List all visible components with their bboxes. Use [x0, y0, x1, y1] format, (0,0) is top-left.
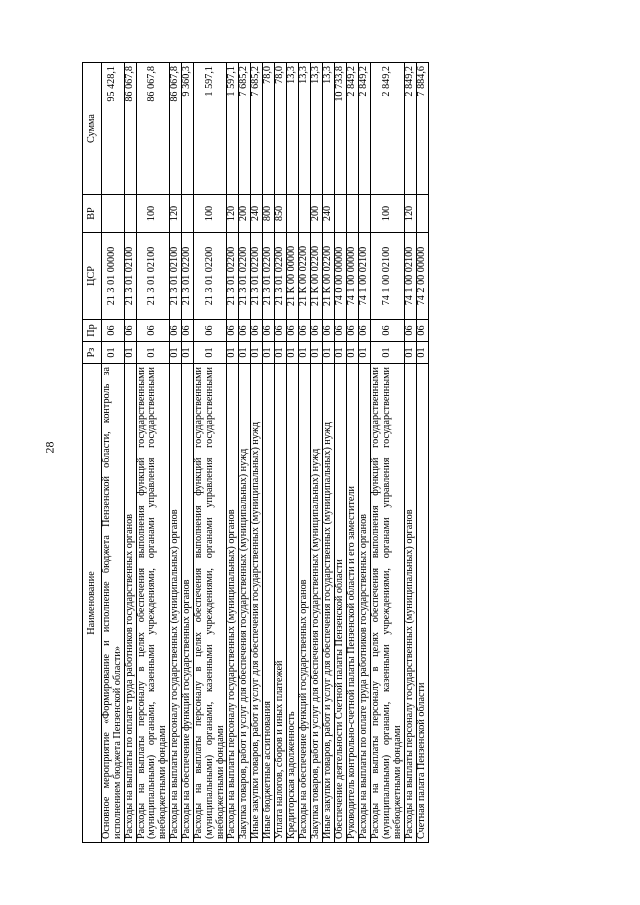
cell-name: Закупка товаров, работ и услуг для обеспечения государственных (муниципальных) нужд — [311, 364, 323, 843]
budget-table-container — [82, 63, 564, 843]
cell-vr: 100 — [136, 195, 169, 233]
cell-csr: 21 3 01 02200 — [193, 233, 226, 320]
cell-csr: 74 1 00 00000 — [347, 233, 359, 320]
cell-sum: 78,0 — [275, 63, 287, 195]
table-row — [251, 63, 263, 843]
cell-vr: 100 — [193, 195, 226, 233]
cell-name: Счетная палата Пензенской области — [416, 364, 428, 843]
cell-pr: 06 — [323, 320, 335, 342]
table-row — [136, 63, 169, 843]
cell-csr: 21 К 00 00000 — [287, 233, 299, 320]
cell-csr: 21 К 00 02200 — [311, 233, 323, 320]
cell-name: Расходы на обеспечение функций государственных органов — [299, 364, 311, 843]
cell-rz: 01 — [102, 342, 125, 364]
cell-csr: 21 К 00 02200 — [323, 233, 335, 320]
cell-name: Расходы на выплаты персоналу государственных (муниципальных) органов — [404, 364, 416, 843]
table-row — [287, 63, 299, 843]
table-row — [299, 63, 311, 843]
cell-pr: 06 — [416, 320, 428, 342]
table-row — [404, 63, 416, 843]
cell-sum: 13,3 — [311, 63, 323, 195]
table-row — [416, 63, 428, 843]
cell-vr — [181, 195, 193, 233]
cell-sum: 7 685,2 — [239, 63, 251, 195]
table-row — [323, 63, 335, 843]
cell-name: Иные закупки товаров, работ и услуг для обеспечения государственных (муниципальных) нужд — [251, 364, 263, 843]
cell-vr: 200 — [239, 195, 251, 233]
cell-name: Закупка товаров, работ и услуг для обеспечения государственных (муниципальных) нужд — [239, 364, 251, 843]
budget-table — [82, 62, 429, 843]
cell-sum: 7 884,6 — [416, 63, 428, 195]
cell-vr — [416, 195, 428, 233]
cell-vr: 240 — [323, 195, 335, 233]
cell-csr: 21 3 01 02200 — [251, 233, 263, 320]
cell-csr: 21 3 01 02200 — [181, 233, 193, 320]
cell-pr: 06 — [251, 320, 263, 342]
cell-sum: 13,3 — [287, 63, 299, 195]
col-header-pr: Пр — [83, 320, 102, 342]
cell-pr: 06 — [124, 320, 136, 342]
cell-sum: 2 849,2 — [404, 63, 416, 195]
cell-vr — [299, 195, 311, 233]
cell-sum: 86 067,8 — [169, 63, 181, 195]
cell-sum: 78,0 — [263, 63, 275, 195]
cell-sum: 86 067,8 — [124, 63, 136, 195]
cell-sum: 2 849,2 — [371, 63, 404, 195]
cell-sum: 2 849,2 — [347, 63, 359, 195]
table-row — [227, 63, 239, 843]
cell-sum: 86 067,8 — [136, 63, 169, 195]
table-row — [193, 63, 226, 843]
cell-sum: 13,3 — [299, 63, 311, 195]
col-header-vr: ВР — [83, 195, 102, 233]
cell-rz: 01 — [299, 342, 311, 364]
cell-pr: 06 — [299, 320, 311, 342]
cell-rz: 01 — [359, 342, 371, 364]
cell-pr: 06 — [193, 320, 226, 342]
cell-rz: 01 — [371, 342, 404, 364]
table-row — [102, 63, 125, 843]
cell-sum: 1 597,1 — [193, 63, 226, 195]
cell-vr: 120 — [404, 195, 416, 233]
cell-vr — [347, 195, 359, 233]
cell-name: Кредиторская задолженность — [287, 364, 299, 843]
cell-rz: 01 — [275, 342, 287, 364]
cell-csr: 21 3 01 02200 — [263, 233, 275, 320]
page-number: 28 — [42, 441, 57, 454]
cell-rz: 01 — [239, 342, 251, 364]
cell-pr: 06 — [347, 320, 359, 342]
cell-name: Руководитель контрольно-счетной палаты Пензенской области и его заместители — [347, 364, 359, 843]
cell-rz: 01 — [193, 342, 226, 364]
table-row — [263, 63, 275, 843]
cell-rz: 01 — [323, 342, 335, 364]
cell-name: Расходы на выплаты персоналу государственных (муниципальных) органов — [227, 364, 239, 843]
cell-sum: 2 849,2 — [359, 63, 371, 195]
cell-rz: 01 — [136, 342, 169, 364]
cell-sum: 10 733,8 — [335, 63, 347, 195]
cell-rz: 01 — [169, 342, 181, 364]
cell-csr: 74 1 00 02100 — [371, 233, 404, 320]
cell-name: Расходы на обеспечение функций государственных органов — [181, 364, 193, 843]
col-header-csr: ЦСР — [83, 233, 102, 320]
cell-sum: 95 428,1 — [102, 63, 125, 195]
cell-vr: 850 — [275, 195, 287, 233]
cell-rz: 01 — [263, 342, 275, 364]
cell-rz: 01 — [416, 342, 428, 364]
cell-vr: 200 — [311, 195, 323, 233]
cell-rz: 01 — [181, 342, 193, 364]
cell-rz: 01 — [335, 342, 347, 364]
cell-name: Иные закупки товаров, работ и услуг для обеспечения государственных (муниципальных) нужд — [323, 364, 335, 843]
cell-vr — [359, 195, 371, 233]
cell-pr: 06 — [181, 320, 193, 342]
table-row — [371, 63, 404, 843]
cell-csr: 21 3 01 02100 — [124, 233, 136, 320]
cell-pr: 06 — [102, 320, 125, 342]
cell-vr — [102, 195, 125, 233]
cell-pr: 06 — [227, 320, 239, 342]
cell-name: Расходы на выплаты по оплате труда работников государственных органов — [359, 364, 371, 843]
cell-name: Иные бюджетные ассигнования — [263, 364, 275, 843]
cell-csr: 21 К 00 02200 — [299, 233, 311, 320]
cell-name: Основное мероприятие «Формирование и исполнение бюджета Пензенской области, контроль за исполнением бюджета Пензенской области» — [102, 364, 125, 843]
cell-name: Расходы на выплаты персоналу в целях обеспечения выполнения функций государственными (муниципальными) органами, казенными учреждениями, органами управления государственными внебюджетными фондами — [371, 364, 404, 843]
cell-name: Уплата налогов, сборов и иных платежей — [275, 364, 287, 843]
table-row — [275, 63, 287, 843]
table-row — [359, 63, 371, 843]
cell-rz: 01 — [287, 342, 299, 364]
cell-csr: 21 3 01 02100 — [169, 233, 181, 320]
table-row — [169, 63, 181, 843]
cell-pr: 06 — [371, 320, 404, 342]
cell-pr: 06 — [404, 320, 416, 342]
cell-name: Расходы на выплаты по оплате труда работников государственных органов — [124, 364, 136, 843]
cell-vr: 120 — [169, 195, 181, 233]
cell-vr: 100 — [371, 195, 404, 233]
cell-name: Обеспечение деятельности Счетной палаты Пензенской области — [335, 364, 347, 843]
cell-vr: 240 — [251, 195, 263, 233]
cell-pr: 06 — [136, 320, 169, 342]
cell-pr: 06 — [275, 320, 287, 342]
table-row — [347, 63, 359, 843]
cell-sum: 7 685,2 — [251, 63, 263, 195]
cell-pr: 06 — [311, 320, 323, 342]
table-row — [239, 63, 251, 843]
cell-sum: 13,3 — [323, 63, 335, 195]
cell-vr: 120 — [227, 195, 239, 233]
cell-sum: 9 360,3 — [181, 63, 193, 195]
cell-pr: 06 — [287, 320, 299, 342]
cell-rz: 01 — [404, 342, 416, 364]
cell-pr: 06 — [239, 320, 251, 342]
cell-vr — [287, 195, 299, 233]
cell-rz: 01 — [311, 342, 323, 364]
cell-sum: 1 597,1 — [227, 63, 239, 195]
cell-csr: 21 3 01 00000 — [102, 233, 125, 320]
col-header-sum: Сумма — [83, 63, 102, 195]
col-header-name: Наименование — [83, 364, 102, 843]
cell-rz: 01 — [251, 342, 263, 364]
cell-csr: 21 3 01 02200 — [227, 233, 239, 320]
cell-pr: 06 — [335, 320, 347, 342]
cell-rz: 01 — [124, 342, 136, 364]
cell-name: Расходы на выплаты персоналу государственных (муниципальных) органов — [169, 364, 181, 843]
cell-rz: 01 — [347, 342, 359, 364]
table-header-row — [83, 63, 102, 843]
cell-vr: 800 — [263, 195, 275, 233]
cell-csr: 21 3 01 02200 — [275, 233, 287, 320]
cell-vr — [335, 195, 347, 233]
col-header-rz: Рз — [83, 342, 102, 364]
cell-csr: 21 3 01 02100 — [136, 233, 169, 320]
table-row — [311, 63, 323, 843]
table-row — [124, 63, 136, 843]
cell-csr: 74 1 00 02100 — [359, 233, 371, 320]
cell-pr: 06 — [169, 320, 181, 342]
cell-vr — [124, 195, 136, 233]
cell-pr: 06 — [359, 320, 371, 342]
cell-name: Расходы на выплаты персоналу в целях обеспечения выполнения функций государственными (муниципальными) органами, казенными учреждениями, органами управления государственными внебюджетными фондами — [136, 364, 169, 843]
table-row — [181, 63, 193, 843]
cell-pr: 06 — [263, 320, 275, 342]
cell-csr: 74 2 00 00000 — [416, 233, 428, 320]
cell-name: Расходы на выплаты персоналу в целях обеспечения выполнения функций государственными (муниципальными) органами, казенными учреждениями, органами управления государственными внебюджетными фондами — [193, 364, 226, 843]
cell-csr: 74 0 00 00000 — [335, 233, 347, 320]
table-row — [335, 63, 347, 843]
cell-csr: 74 1 00 02100 — [404, 233, 416, 320]
cell-csr: 21 3 01 02200 — [239, 233, 251, 320]
cell-rz: 01 — [227, 342, 239, 364]
